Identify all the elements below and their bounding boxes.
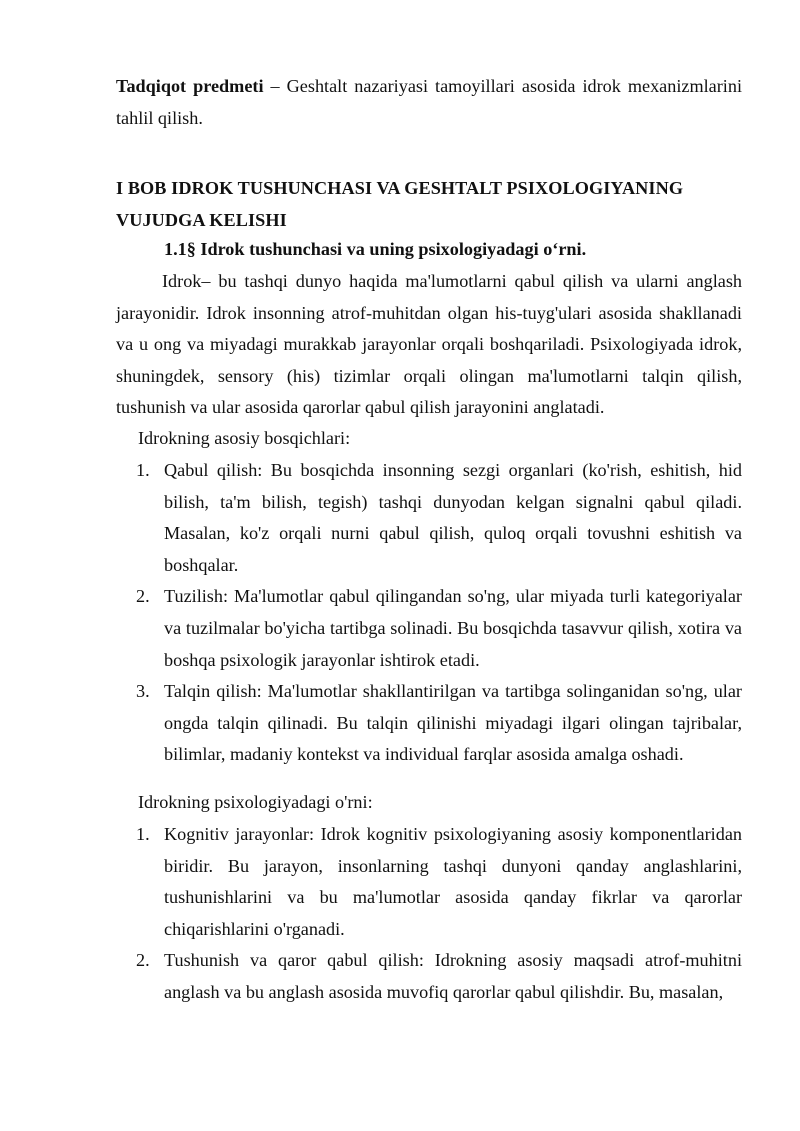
list-item-text: Talqin qilish: Ma'lumotlar shakllantirilgan va tartibga solinganidan so'ng, ular ongda talqin qilinadi. Bu talqin qilinishi miyadagi ilgari olingan tajribalar, bilimlar, madaniy kontekst va individual farqlar asosida amalga oshadi. [164, 681, 742, 765]
list-item-text: Tushunish va qaror qabul qilish: Idrokning asosiy maqsadi atrof-muhitni anglash va bu anglash asosida muvofiq qarorlar qabul qilishdir. Bu, masalan, [164, 950, 742, 1002]
list-item [116, 819, 742, 945]
list-item-text: Tuzilish: Ma'lumotlar qabul qilingandan so'ng, ular miyada turli kategoriyalar va tuzilmalar bo'yicha tartibga solinadi. Bu bosqichda tasavvur qilish, xotira va boshqa psixologik jarayonlar ishtirok etadi. [164, 586, 742, 670]
list-item-number: 2. [136, 950, 150, 971]
list-item-text: Qabul qilish: Bu bosqichda insonning sezgi organlari (ko'rish, eshitish, hid bilish, ta'm bilish, tegish) tashqi dunyodan kelgan signalni qabul qiladi. Masalan, ko'z orqali nurni qabul qilish, quloq orqali tovushni eshitish va boshqalar. [164, 460, 742, 575]
list-item [116, 581, 742, 676]
list-label-stages: Idrokning asosiy bosqichlari: [138, 428, 351, 448]
list-item [116, 455, 742, 581]
role-list [116, 819, 742, 1009]
intro-text: – Geshtalt nazariyasi tamoyillari asosida idrok mexanizmlarini tahlil qilish. [116, 76, 742, 128]
stages-list [116, 455, 742, 771]
section-title: 1.1§ Idrok tushunchasi va uning psixologiyadagi o‘rni. [164, 239, 587, 259]
body-paragraph: Idrok– bu tashqi dunyo haqida ma'lumotlarni qabul qilish va ularni anglash jarayonidir. Idrok insonning atrof-muhitdan olgan his-tuyg'ulari asosida shakllanadi va u ong va miyadagi murakkab jarayonlar orqali boshqariladi. Psixologiyada idrok, shuningdek, sensory (his) tizimlar orqali olingan ma'lumotlarni talqin qilish, tushunish va ular asosida qarorlar qabul qilish jarayonini anglatadi. [116, 271, 742, 418]
list-item-number: 1. [136, 824, 150, 844]
intro-paragraph [116, 71, 742, 134]
list-label-role: Idrokning psixologiyadagi o'rni: [138, 792, 373, 812]
list-item-number: 3. [136, 681, 150, 702]
intro-bold-term: Tadqiqot predmeti [116, 76, 264, 96]
list-item [116, 945, 742, 1008]
list-item-number: 1. [136, 460, 150, 480]
list-item-text: Kognitiv jarayonlar: Idrok kognitiv psixologiyaning asosiy komponentlaridan biridir. Bu jarayon, insonlarning tashqi dunyoni qanday anglashlarini, tushunishlarini va bu ma'lumotlar asosida qanday fikrlar va qarorlar chiqarishlarini o'rganadi. [164, 824, 742, 939]
list-item [116, 676, 742, 771]
chapter-title: I BOB IDROK TUSHUNCHASI VA GESHTALT PSIXOLOGIYANING VUJUDGA KELISHI [116, 178, 684, 230]
list-item-number: 2. [136, 586, 150, 607]
